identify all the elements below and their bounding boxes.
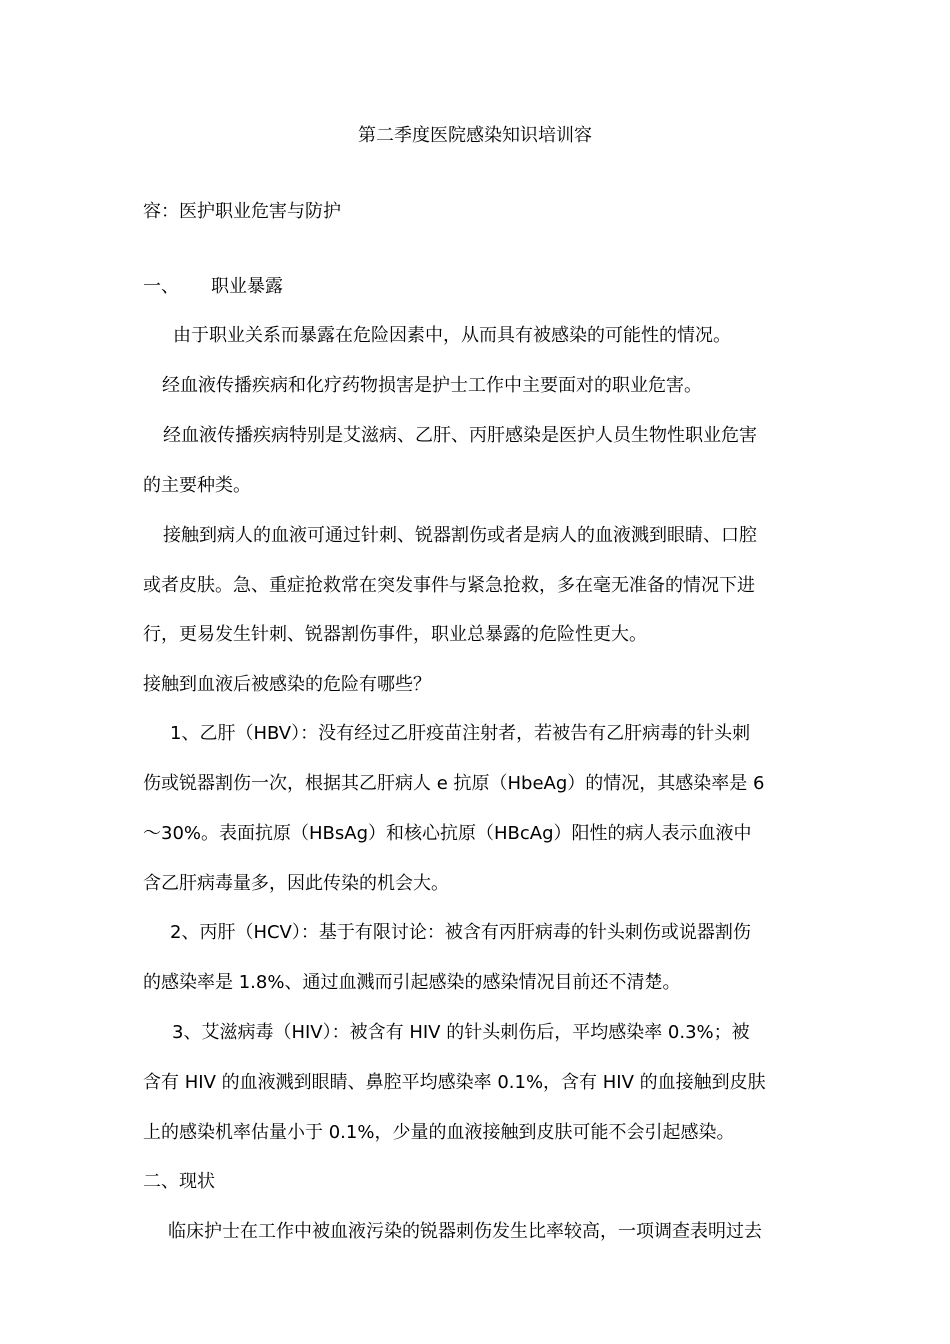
item-hbv-line-3: ～30%。表面抗原（HBsAg）和核心抗原（HBcAg）阳性的病人表示血液中 [143, 823, 752, 844]
section-1-title: 职业暴露 [211, 276, 283, 297]
document-title: 第二季度医院感染知识培训容 [358, 125, 592, 146]
paragraph-exposure-line-3: 行，更易发生针刺、锐器割伤事件，职业总暴露的危险性更大。 [143, 624, 647, 645]
item-hiv-line-2: 含有 HIV 的血液溅到眼睛、鼻腔平均感染率 0.1%，含有 HIV 的血接触到皮肤 [143, 1072, 766, 1093]
section-1-number: 一、 [143, 276, 179, 297]
paragraph-exposure-line-2: 或者皮肤。急、重症抢救常在突发事件与紧急抢救，多在毫无准备的情况下进 [143, 575, 755, 596]
section-2-heading: 二、现状 [143, 1171, 215, 1192]
paragraph-definition: 由于职业关系而暴露在危险因素中，从而具有被感染的可能性的情况。 [173, 325, 731, 346]
item-hiv-line-1: 3、艾滋病毒（HIV）：被含有 HIV 的针头刺伤后，平均感染率 0.3%；被 [172, 1022, 750, 1043]
item-hbv-line-4: 含乙肝病毒量多，因此传染的机会大。 [143, 873, 449, 894]
item-hbv-line-1: 1、乙肝（HBV）：没有经过乙肝疫苗注射者，若被告有乙肝病毒的针头刺 [170, 723, 751, 744]
paragraph-current-status: 临床护士在工作中被血液污染的锐器刺伤发生比率较高，一项调查表明过去 [168, 1221, 762, 1242]
item-hcv-line-2: 的感染率是 1.8%、通过血溅而引起感染的感染情况目前还不清楚。 [143, 972, 681, 993]
paragraph-bloodborne-line-1: 经血液传播疾病特别是艾滋病、乙肝、丙肝感染是医护人员生物性职业危害 [163, 425, 757, 446]
section-1-heading [143, 275, 283, 299]
item-hcv-line-1: 2、丙肝（HCV）：基于有限讨论：被含有丙肝病毒的针头刺伤或说器割伤 [170, 922, 751, 943]
paragraph-bloodborne-line-2: 的主要种类。 [143, 475, 251, 496]
paragraph-main-hazards: 经血液传播疾病和化疗药物损害是护士工作中主要面对的职业危害。 [162, 375, 702, 396]
document-subject: 容：医护职业危害与防护 [143, 201, 341, 222]
item-hiv-line-3: 上的感染机率估量小于 0.1%，少量的血液接触到皮肤可能不会引起感染。 [143, 1122, 735, 1143]
question-heading: 接触到血液后被感染的危险有哪些？ [143, 674, 431, 695]
paragraph-exposure-line-1: 接触到病人的血液可通过针刺、锐器割伤或者是病人的血液溅到眼睛、口腔 [163, 525, 757, 546]
item-hbv-line-2: 伤或锐器割伤一次，根据其乙肝病人 e 抗原（HbeAg）的情况，其感染率是 6 [143, 773, 765, 794]
